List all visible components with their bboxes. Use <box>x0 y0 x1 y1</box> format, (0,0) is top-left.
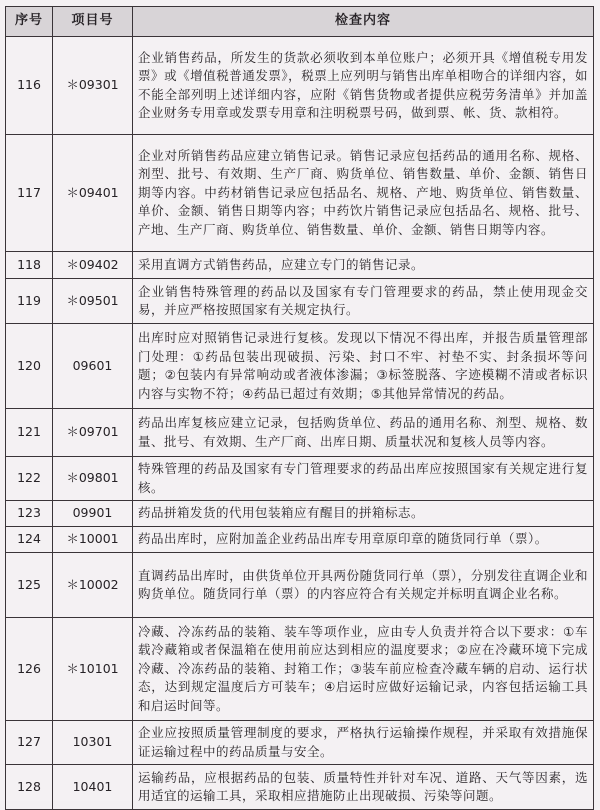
inspection-table <box>5 6 594 810</box>
serial-number-cell: 117 <box>6 135 53 252</box>
table-row <box>6 501 594 527</box>
item-number-cell: ＊09501 <box>53 279 133 324</box>
header-row <box>6 7 594 37</box>
item-number-cell: ＊09301 <box>53 37 133 135</box>
serial-number-cell: 122 <box>6 457 53 501</box>
serial-number-cell: 116 <box>6 37 53 135</box>
table-row <box>6 618 594 721</box>
serial-number-cell: 119 <box>6 279 53 324</box>
serial-number-cell: 123 <box>6 501 53 527</box>
header-inspection-content: 检查内容 <box>133 7 594 37</box>
serial-number-cell: 126 <box>6 618 53 721</box>
content-cell: 企业销售药品，所发生的货款必须收到本单位账户；必须开具《增值税专用发票》或《增值税普通发票》，税票上应列明与销售出库单相吻合的详细内容，如不能全部列明上述详细内容，应附《销售货物或者提供应税劳务清单》并加盖企业财务专用章或发票专用章和注明税票号码，做到票、帐、货、款相符。 <box>133 37 594 135</box>
table-row <box>6 135 594 252</box>
header-item-number: 项目号 <box>53 7 133 37</box>
table-row <box>6 721 594 765</box>
content-cell: 直调药品出库时，由供货单位开具两份随货同行单（票），分别发往直调企业和购货单位。随货同行单（票）的内容应符合有关规定并标明直调企业名称。 <box>133 553 594 618</box>
content-cell: 企业对所销售药品应建立销售记录。销售记录应包括药品的通用名称、规格、剂型、批号、有效期、生产厂商、购货单位、销售数量、单价、金额、销售日期等内容。中药材销售记录应包括品名、规格、产地、购货单位、销售数量、单价、金额、销售日期等内容；中药饮片销售记录应包括品名、规格、批号、产地、生产厂商、购货单位、销售数量、单价、金额、销售日期等内容。 <box>133 135 594 252</box>
item-number-cell: 09601 <box>53 324 133 409</box>
content-cell: 出库时应对照销售记录进行复核。发现以下情况不得出库，并报告质量管理部门处理：①药品包装出现破损、污染、封口不牢、衬垫不实、封条损坏等问题；②包装内有异常响动或者液体渗漏；③标签脱落、字迹模糊不清或者标识内容与实物不符；④药品已超过有效期；⑤其他异常情况的药品。 <box>133 324 594 409</box>
serial-number-cell: 120 <box>6 324 53 409</box>
item-number-cell: 10301 <box>53 721 133 765</box>
table-row <box>6 279 594 324</box>
item-number-cell: ＊09402 <box>53 252 133 279</box>
table-row <box>6 527 594 553</box>
serial-number-cell: 118 <box>6 252 53 279</box>
table-row <box>6 457 594 501</box>
table-row <box>6 553 594 618</box>
serial-number-cell: 125 <box>6 553 53 618</box>
item-number-cell: ＊09401 <box>53 135 133 252</box>
content-cell: 药品拼箱发货的代用包装箱应有醒目的拼箱标志。 <box>133 501 594 527</box>
content-cell: 采用直调方式销售药品，应建立专门的销售记录。 <box>133 252 594 279</box>
content-cell: 运输药品，应根据药品的包装、质量特性并针对车况、道路、天气等因素，选用适宜的运输工具，采取相应措施防止出现破损、污染等问题。 <box>133 765 594 810</box>
table-row <box>6 409 594 457</box>
table-row <box>6 765 594 810</box>
serial-number-cell: 121 <box>6 409 53 457</box>
content-cell: 企业应按照质量管理制度的要求，严格执行运输操作规程，并采取有效措施保证运输过程中的药品质量与安全。 <box>133 721 594 765</box>
item-number-cell: 09901 <box>53 501 133 527</box>
serial-number-cell: 127 <box>6 721 53 765</box>
serial-number-cell: 128 <box>6 765 53 810</box>
table-row <box>6 37 594 135</box>
item-number-cell: ＊09801 <box>53 457 133 501</box>
content-cell: 特殊管理的药品及国家有专门管理要求的药品出库应按照国家有关规定进行复核。 <box>133 457 594 501</box>
item-number-cell: ＊10001 <box>53 527 133 553</box>
serial-number-cell: 124 <box>6 527 53 553</box>
table-row <box>6 252 594 279</box>
table-row <box>6 324 594 409</box>
item-number-cell: 10401 <box>53 765 133 810</box>
header-serial-number: 序号 <box>6 7 53 37</box>
content-cell: 冷藏、冷冻药品的装箱、装车等项作业，应由专人负责并符合以下要求：①车载冷藏箱或者保温箱在使用前应达到相应的温度要求；②应在冷藏环境下完成冷藏、冷冻药品的装箱、封箱工作；③装车前应检查冷藏车辆的启动、运行状态，达到规定温度后方可装车；④启运时应做好运输记录，内容包括运输工具和启运时间等。 <box>133 618 594 721</box>
item-number-cell: ＊09701 <box>53 409 133 457</box>
item-number-cell: ＊10002 <box>53 553 133 618</box>
item-number-cell: ＊10101 <box>53 618 133 721</box>
content-cell: 药品出库时，应附加盖企业药品出库专用章原印章的随货同行单（票）。 <box>133 527 594 553</box>
content-cell: 药品出库复核应建立记录，包括购货单位、药品的通用名称、剂型、规格、数量、批号、有效期、生产厂商、出库日期、质量状况和复核人员等内容。 <box>133 409 594 457</box>
content-cell: 企业销售特殊管理的药品以及国家有专门管理要求的药品，禁止使用现金交易，并应严格按照国家有关规定执行。 <box>133 279 594 324</box>
